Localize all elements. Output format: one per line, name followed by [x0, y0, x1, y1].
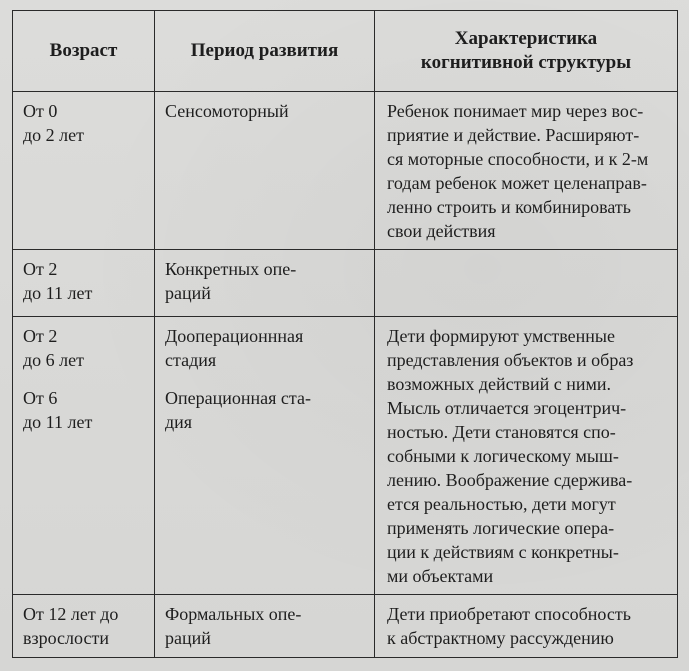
description-text: представления объектов и образ: [387, 350, 634, 370]
period-cell: [155, 595, 375, 658]
period-cell: [155, 317, 375, 595]
description-cell: [375, 317, 678, 595]
description-text: к абстрактному рассуждению: [387, 628, 614, 648]
description-text: Дети формируют умственные: [387, 326, 615, 346]
table-row: [13, 92, 678, 250]
age-text: до 6 лет: [23, 350, 84, 370]
period-text: дия: [165, 412, 193, 432]
period-text: Дооперационнная: [165, 326, 304, 346]
age-text: От 6: [23, 388, 58, 408]
description-text: применять логические опера-: [387, 518, 615, 538]
description-text: Ребенок понимает мир через вос-: [387, 101, 644, 121]
description-cell: [375, 595, 678, 658]
description-text: свои действия: [387, 221, 496, 241]
description-cell-empty: [375, 250, 678, 317]
header-age: Возраст: [13, 11, 155, 92]
description-text: ностью. Дети становятся спо-: [387, 422, 616, 442]
period-text: Формальных опе-: [165, 604, 302, 624]
description-cell: [375, 92, 678, 250]
age-cell: [13, 92, 155, 250]
age-cell: [13, 317, 155, 595]
description-text: возможных действий с ними.: [387, 374, 612, 394]
header-period: Период развития: [155, 11, 375, 92]
description-text: ся моторные способности, и к 2-м: [387, 149, 649, 169]
description-text: ленно строить и комбинировать: [387, 197, 631, 217]
table-row: [13, 250, 678, 317]
age-text: От 2: [23, 326, 58, 346]
age-text: От 2: [23, 259, 58, 279]
period-text: Операционная ста-: [165, 388, 311, 408]
description-text: лению. Воображение сдержива-: [387, 470, 633, 490]
period-text: раций: [165, 628, 211, 648]
table-row: [13, 595, 678, 658]
description-text: собными к логическому мыш-: [387, 446, 619, 466]
age-text: до 2 лет: [23, 125, 84, 145]
period-text: Конкретных опе-: [165, 259, 297, 279]
description-text: ется реальностью, дети могут: [387, 494, 616, 514]
description-text: приятие и действие. Расширяют-: [387, 125, 640, 145]
period-cell: [155, 92, 375, 250]
age-text: От 12 лет до: [23, 604, 119, 624]
age-text: От 0: [23, 101, 58, 121]
period-text: раций: [165, 283, 211, 303]
header-characteristic-line1: Характеристика: [454, 28, 598, 49]
period-cell: [155, 250, 375, 317]
age-text: взрослости: [23, 628, 109, 648]
age-cell: [13, 250, 155, 317]
header-characteristic: [375, 11, 678, 92]
description-text: Дети приобретают способность: [387, 604, 631, 624]
description-text: ми объектами: [387, 566, 494, 586]
period-text: стадия: [165, 350, 217, 370]
table-row: [13, 317, 678, 595]
period-text: Сенсомоторный: [165, 101, 289, 121]
header-characteristic-line2: когнитивной структуры: [420, 52, 632, 73]
description-text: ции к действиям с конкретны-: [387, 542, 619, 562]
age-text: до 11 лет: [23, 412, 93, 432]
description-text: Мысль отличается эгоцентрич-: [387, 398, 627, 418]
age-text: до 11 лет: [23, 283, 93, 303]
description-text: годам ребенок может целенаправ-: [387, 173, 647, 193]
age-cell: [13, 595, 155, 658]
table-header: [13, 11, 678, 92]
cognitive-development-table: [12, 10, 678, 658]
